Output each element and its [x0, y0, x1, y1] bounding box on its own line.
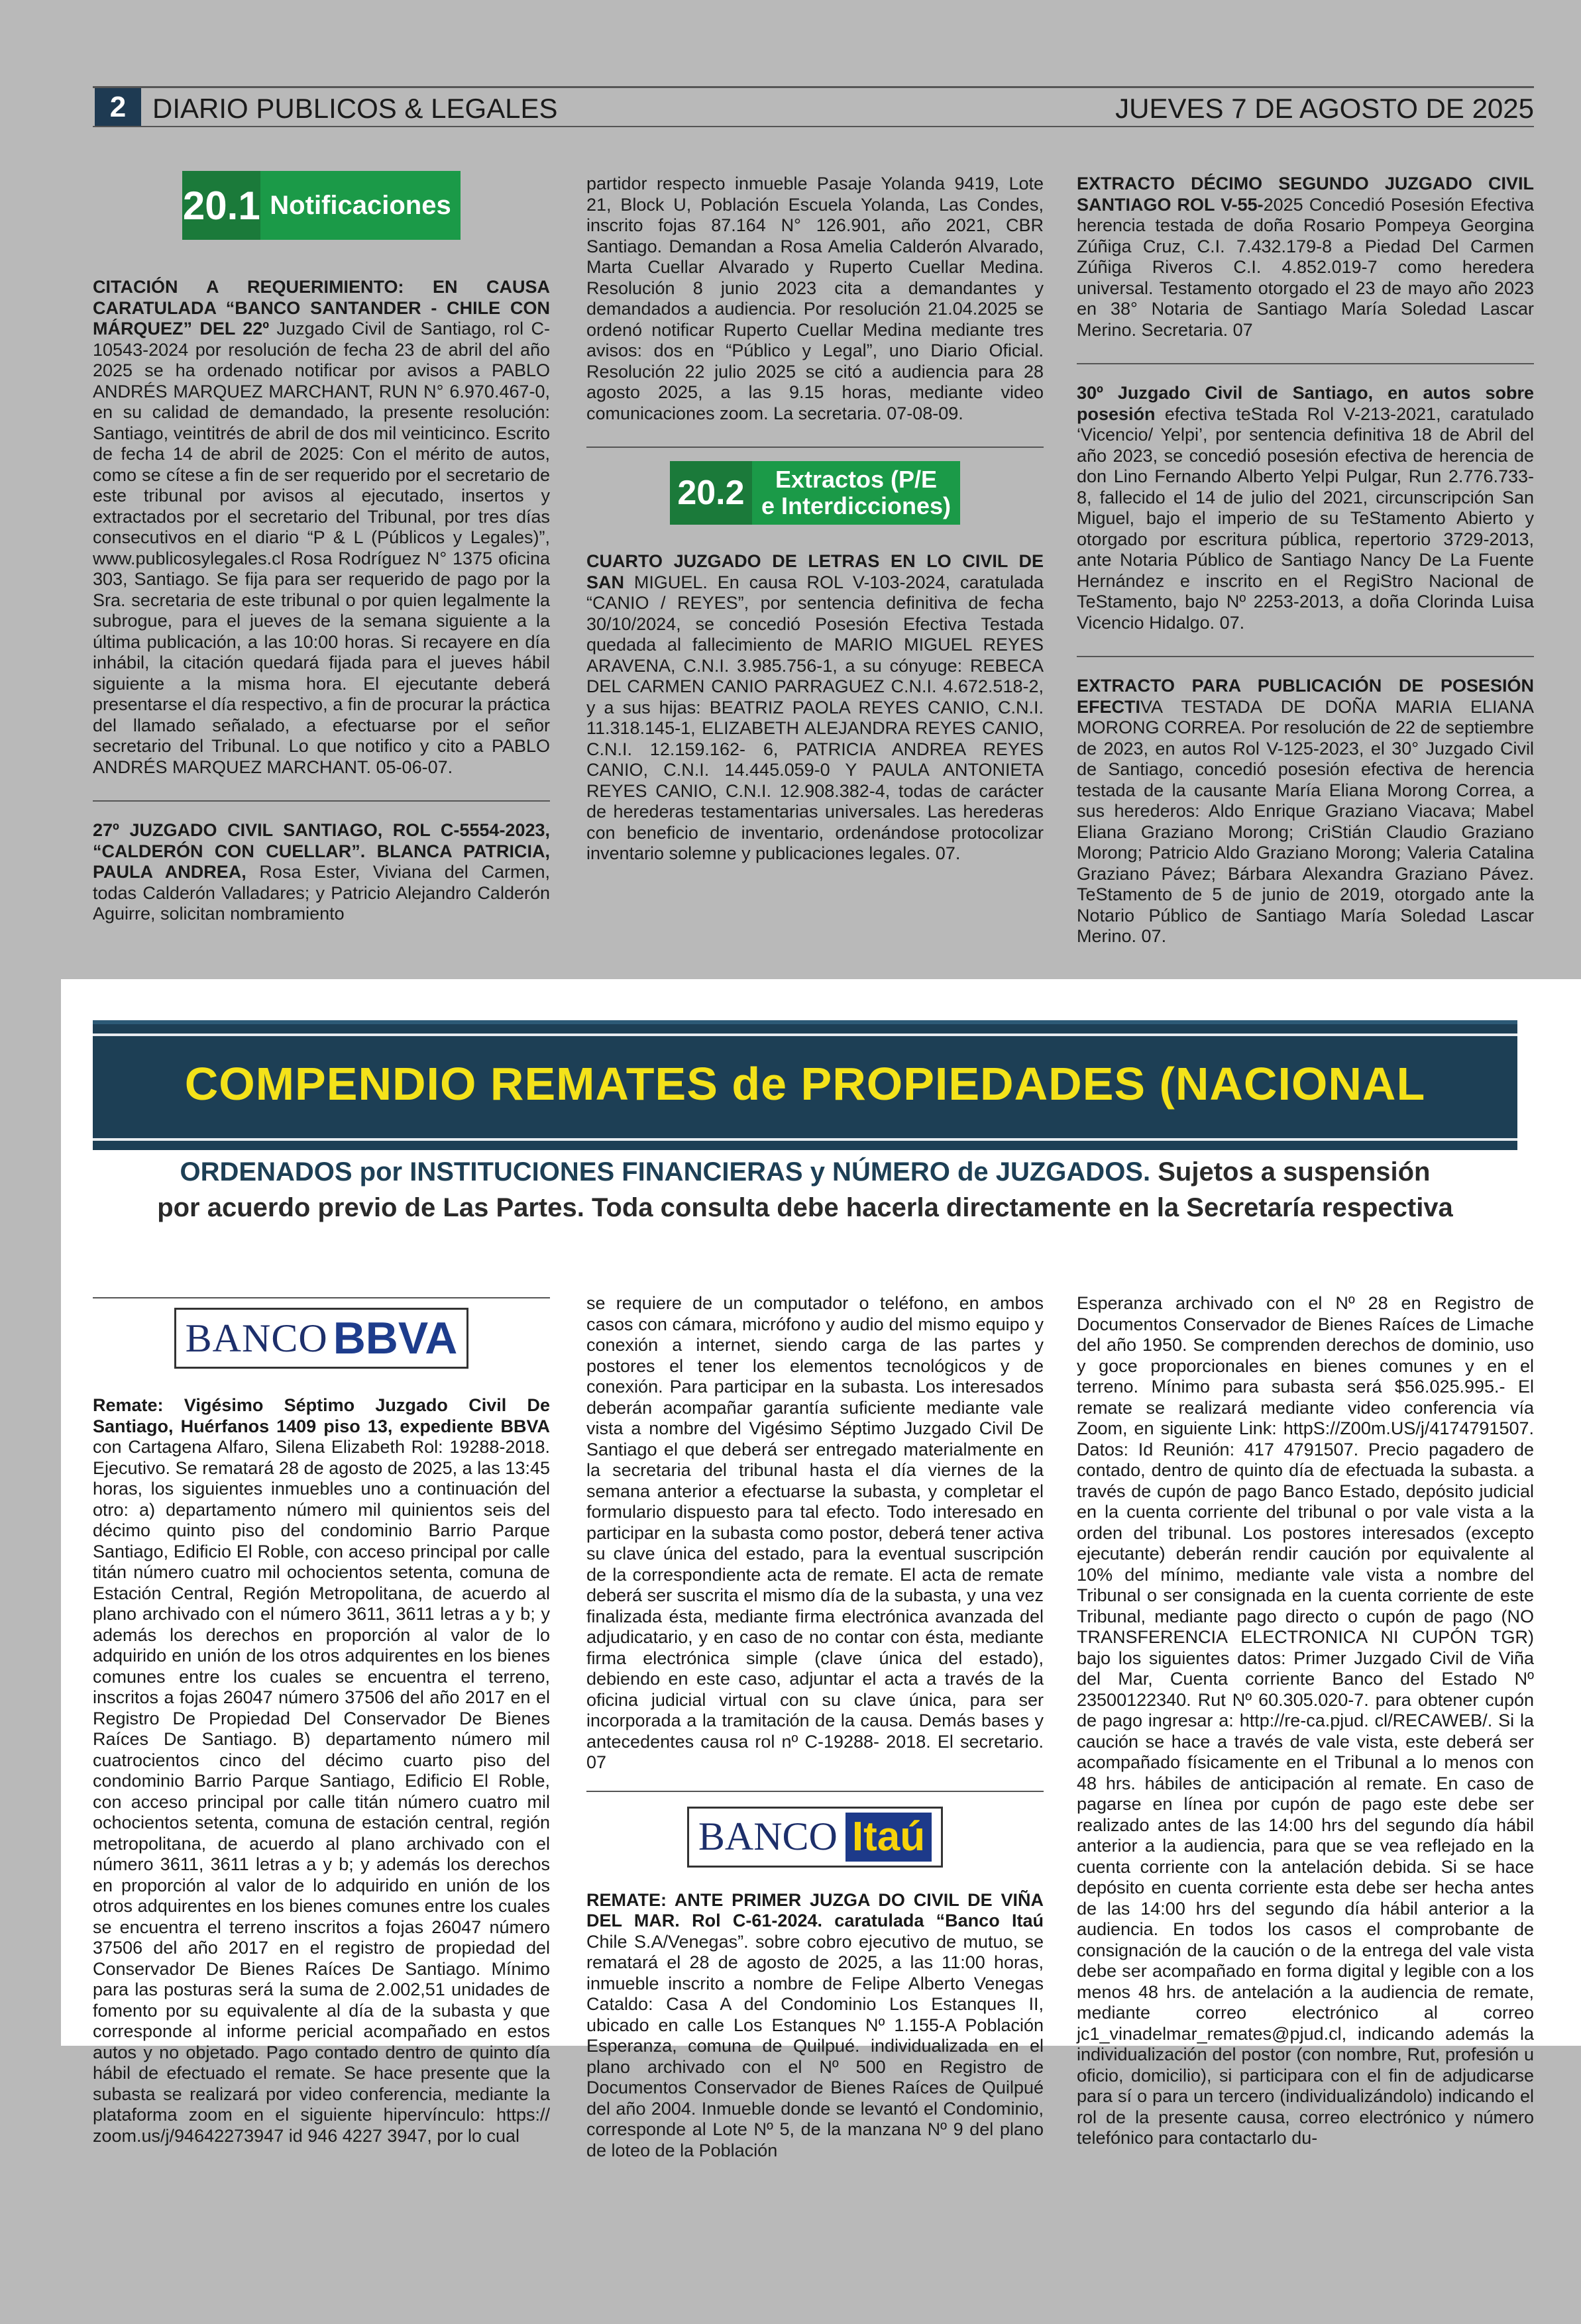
publication-name: DIARIO PUBLICOS & LEGALES — [152, 93, 558, 124]
remate-bbva-continued: se requiere de un computador o teléfono, en ambos casos con cámara, micrófono y audio del mismo equipo y conexión a internet, siendo carga de las partes y postores el tener los elementos tecnológicos y de conexión. Para participar en la subasta. Los interesados deberán acompañar garantía suficiente mediante vale vista a nombre del Vigésimo Séptimo Juzgado Civil De Santiago el que deberá ser entregado materialmente en la secretaria del tribunal hasta el día viernes de la semana anterior a efectuarse la subasta, y completar el formulario dispuesto para tal efecto. Todo interesado en participar en la subasta como postor, deberá tener activa su clave única del estado, para la eventual suscripción de la correspondiente acta de remate. El acta de remate deberá ser suscrita el mismo día de la subasta, y una vez finalizada ésta, mediante firma electrónica avanzada del adjudicatario, y en caso de no contar con ésta, mediante firma electrónica simple (clave única del estado), debiendo en este caso, adjuntar el acta a través de la oficina judicial virtual con su clave única, para ser incorporada a la tramitación de la causa. Demás bases y antecedentes causa rol nº C-19288- 2018. El secretario. 07 — [586, 1293, 1044, 1772]
remate-itau-continued: Esperanza archivado con el Nº 28 en Registro de Documentos Conservador de Bienes Raíces de Limache del año 1950. Se comprenden derechos de dominio, uso y goce proporcionales en bienes comunes y en el terreno. Mínimo para subasta será $56.025.995.- El remate se realizará mediante video conferencia vía Zoom, en siguiente Link: httpS://Z00m.US/j/4174791507. Datos: Id Reunión: 417 4791507. Precio pagadero de contado, dentro de quinto día de efectuada la subasta. a través de cupón de pago Banco Estado, depósito judicial en la cuenta corriente del tribunal o por vale vista a la orden del tribunal. Los postores interesados (excepto ejecutante) deberán rendir caución por equivalente al 10% del mínimo, mediante vale vista a nombre del Tribunal o ser consignada en la cuenta corriente de este Tribunal, mediante pago directo o cupón de pago (NO TRANSFERENCIA ELECTRONICA NI CUPÓN TGR) bajo los siguientes datos: Primer Juzgado Civil de Viña del Mar, Cuenta corriente Banco del Estado Nº 23500122340. Rut Nº 60.305.020-7. para obtener cupón de pago ingresar a: http://re-ca.pjud. cl/RECAWEB/. Si la caución se hace a través de vale vista, este deberá ser acompañado físicamente en el Tribunal a lo menos con 48 hrs. hábiles de anticipación al remate. En caso de pagarse en línea por cupón de pago este debe ser realizado antes de las 14:00 hrs del segundo día hábil anterior a la audiencia, para que se vea reflejado en la cuenta corriente con la antelación debida. Si se hace depósito en cuenta corriente esta debe ser hecha antes de las 14:00 hrs del segundo día hábil anterior a la audiencia. En todos los casos el comprobante de consignación de la caución o de la entrega del vale vista debe ser acompañado en forma digital y legible con a los menos 48 hrs. de antelación a la audiencia de remate, mediante correo electrónico al correo jc1_vinadelmar_remates@pjud.cl, indicando además la individualización del postor (con nombre, Rut, profesión u oficio, domicilio), si participara con el fin de adjudicarse para sí o para un tercero (individualizándolo) indicando el rol de la presente causa, correo electrónico y número telefónico para contactarlo du- — [1077, 1293, 1534, 2148]
section-header-notificaciones — [93, 171, 550, 240]
lower-column-2 — [586, 1293, 1044, 2184]
divider — [586, 447, 1044, 448]
divider — [1077, 656, 1534, 657]
notice-yelpi: 30º Juzgado Civil de Santiago, en autos sobre posesión efectiva teStada Rol V-213-2021, caratulado ‘Vicencio/ Yelpi’, por sentencia definitiva 18 de Abril del año 2023, se concedió posesión efectiva de herencia de don Lino Fernando Alberto Yelpi Pulgar, Run 2.776.733-8, fallecido el 14 de julio del 2021, circunscripción San Miguel, bajo el imperio de su TeStamento Abierto y otorgado por escritura pública, repertorio 3729-2013, ante Notaria Público de Santiago Nancy De La Fuente Hernández e inscrito en el RegiStro Nacional de TeStamento, bajo Nº 2253-2013, a doña Clorinda Luisa Vicencio Hidalgo. 07. — [1077, 383, 1534, 633]
divider — [93, 1297, 550, 1298]
remate-bbva: Remate: Vigésimo Séptimo Juzgado Civil De Santiago, Huérfanos 1409 piso 13, expediente BBVA con Cartagena Alfaro, Silena Elizabeth Rol: 19288-2018. Ejecutivo. Se rematará 28 de agosto de 2025, a las 13:45 horas, los siguientes inmuebles uno a continuación del otro: a) departamento número mil quinientos seis del décimo quinto piso del condominio Barrio Parque Santiago, Edificio El Roble, con acceso principal por calle titán número cuatro mil ochocientos setenta, comuna de Estación Central, Región Metropolitana, de acuerdo al plano archivado con el número 3611, 3611 letras a y b; y además los derechos en proporción al valor de lo adquirido en unión de los otros adquirentes en los bienes comunes entre los cuales se encuentra el terreno, inscritos a fojas 26047 número 37506 del año 2017 en el Registro De Propiedad Del Conservador De Bienes Raíces De Santiago. B) departamento número mil cuatrocientos cinco del décimo cuarto piso del condominio Barrio Parque Santiago, Edificio El Roble, con acceso principal por calle titán número cuatro mil ochocientos setenta, comuna de estación central, región metropolitana, de acuerdo al plano archivado con el número 3611, 3611 letras a y b; y además los derechos en proporción al valor de lo adquirido en unión de los otros adquirentes en los bienes comunes entre los cuales se encuentra el terreno inscritos a fojas 26047 número 37506 del año 2017 en el registro de propiedad del Conservador De Bienes Raíces De Santiago. Mínimo para las posturas será la suma de 2.002,51 unidades de fomento por su equivalente al día de la subasta y que corresponde al informe pericial acompañado en estos autos y no objetado. Pago contado dentro de quinto día hábil de efectuado el remate. Se hace presente que la subasta se realizará por video conferencia, mediante la plataforma zoom en el siguiente hipervínculo: https:// zoom.us/j/94642273947 id 946 4227 3947, por lo cual — [93, 1395, 550, 2146]
header-bottom-rule — [93, 126, 1534, 127]
section-header-extractos — [586, 461, 1044, 525]
upper-column-3 — [1077, 174, 1534, 970]
notice-morong: EXTRACTO PARA PUBLICACIÓN DE POSESIÓN EFECTIVA TESTADA DE DOÑA MARIA ELIANA MORONG CORREA. Por resolución de 22 de septiembre de 2023, en autos Rol V-125-2023, el 30° Juzgado Civil de Santiago, concedió posesión efectiva de herencia testada de la causante María Eliana Morong Correa, a sus herederos: Aldo Enrique Graziano Viacava; Mabel Eliana Graziano Morong; CriStián Claudio Graziano Morong; Patricio Aldo Graziano Morong; Valeria Catalina Graziano Pávez; Bárbara Alexandra Graziano Pávez. TeStamento de 5 de junio de 2019, otorgado ante la Notario Público de Santiago María Soledad Lascar Merino. 07. — [1077, 676, 1534, 946]
banner-title: COMPENDIO REMATES de PROPIEDADES (NACIONAL — [184, 1058, 1426, 1110]
issue-date: JUEVES 7 DE AGOSTO DE 2025 — [1115, 93, 1534, 124]
remates-banner — [93, 1020, 1517, 1150]
bbva-logo: BANCO BBVA — [93, 1308, 550, 1369]
upper-column-2 — [586, 174, 1044, 887]
divider — [93, 800, 550, 802]
notice-canio-reyes: CUARTO JUZGADO DE LETRAS EN LO CIVIL DE SAN MIGUEL. En causa ROL V-103-2024, caratulada “CANIO / REYES”, por sentencia definitiva de fecha 30/10/2024, se concedió Posesión Efectiva Testada quedada al fallecimiento de MARIO MIGUEL REYES ARAVENA, C.N.I. 3.985.756-1, a su cónyuge: REBECA DEL CARMEN CANIO PARRAGUEZ C.N.I. 4.672.518-2, y a sus hijas: BEATRIZ PAOLA REYES CANIO, C.N.I. 11.318.145-1, ELIZABETH ALEJANDRA REYES CANIO, C.N.I. 12.159.162- 6, PATRICIA ANDREA REYES CANIO, C.N.I. 14.445.059-0 Y PAULA ANTONIETA REYES CANIO, C.N.I. 12.908.382-4, todas de carácter de herederas testamentarias universales. Las herederas con beneficio de inventario, ordenándose protocolizar inventario solemne y publicaciones legales. 07. — [586, 551, 1044, 863]
notice-calderon-continued: partidor respecto inmueble Pasaje Yolanda 9419, Lote 21, Block U, Población Escuela Yolanda, Las Condes, inscrito fojas 87.164 N° 126.901, año 2021, CBR Santiago. Demandan a Rosa Amelia Calderón Alvarado, Marta Cuellar Alvarado y Ruperto Cuellar Medina. Resolución 8 junio 2023 cita a demandantes y demandados a audiencia. Por resolución 21.04.2025 se ordenó notificar Ruperto Cuellar Medina mediante tres avisos: dos en “Público y Legal”, uno Diario Oficial. Resolución 22 julio 2025 se citó a audiencia para 28 agosto 2025, a las 9.15 horas, mediante video comunicaciones zoom. La secretaria. 07-08-09. — [586, 174, 1044, 423]
banner-subtitle: ORDENADOS por INSTITUCIONES FINANCIERAS y NÚMERO de JUZGADOS. Sujetos a suspensión por acuerdo previo de Las Partes. Toda consulta debe hacerla directamente en la Secretaría respectiva — [157, 1157, 1453, 1222]
header-top-rule — [93, 86, 1534, 88]
section-label: Extractos (P/E e Interdicciones) — [752, 461, 960, 525]
lower-column-3 — [1077, 1293, 1534, 2172]
remate-itau: REMATE: ANTE PRIMER JUZGA DO CIVIL DE VIÑA DEL MAR. Rol C-61-2024. caratulada “Banco Itaú Chile S.A/Venegas”. sobre cobro ejecutivo de mutuo, se rematará el 28 de agosto de 2025, a las 11:00 horas, inmueble inscrito a nombre de Felipe Alberto Venegas Cataldo: Casa A del Condominio Los Estanques II, ubicado en calle Los Estanques Nº 1.155-A Población Esperanza, comuna de Quilpué. individualizada en el plano archivado con el Nº 500 en Registro de Documentos Conservador de Bienes Raíces de Quilpué del año 2004. Inmueble donde se levantó el Condominio, corresponde al Lote Nº 5, de la manzana Nº 9 del plano de loteo de la Población — [586, 1889, 1044, 2160]
section-label: Notificaciones — [260, 171, 460, 240]
upper-column-1 — [93, 171, 550, 947]
divider — [1077, 363, 1534, 364]
itau-logo: BANCO Itaú — [586, 1807, 1044, 1868]
notice-zuniga: EXTRACTO DÉCIMO SEGUNDO JUZGADO CIVIL SANTIAGO ROL V-55-2025 Concedió Posesión Efectiva herencia testada de doña Rosario Pompeya Georgina Zúñiga Cruz, C.I. 7.432.179-8 a Piedad Del Carmen Zúñiga Riveros C.I. 4.852.019-7 como heredera universal. Testamento otorgado el 23 de mayo año 2023 en 38° Notaria de Santiago María Soledad Lascar Merino. Secretaria. 07 — [1077, 174, 1534, 340]
divider — [586, 1791, 1044, 1792]
lower-column-1 — [93, 1297, 550, 2169]
page-number: 2 — [95, 88, 141, 127]
section-number: 20.2 — [670, 461, 752, 525]
section-number: 20.1 — [182, 171, 260, 240]
notice-calderon: 27º JUZGADO CIVIL SANTIAGO, ROL C-5554-2023, “CALDERÓN CON CUELLAR”. BLANCA PATRICIA, PAULA ANDREA, Rosa Ester, Viviana del Carmen, todas Calderón Valladares; y Patricio Alejandro Calderón Aguirre, solicitan nombramiento — [93, 820, 550, 924]
notice-citacion: CITACIÓN A REQUERIMIENTO: EN CAUSA CARATULADA “BANCO SANTANDER - CHILE CON MÁRQUEZ” DEL 22º Juzgado Civil de Santiago, rol C-10543-2024 por resolución de fecha 23 de abril del año 2025 se ha ordenado notificar por avisos a PABLO ANDRÉS MARQUEZ MARCHANT, RUN N° 6.970.467-0, en su calidad de demandado, la presente resolución: Santiago, veintitrés de abril de dos mil veinticinco. Escrito de fecha 14 de abril de 2025: Con el mérito de autos, como se cítese a fin de ser requerido por el secretario de este tribunal por avisos al ejecutado, insertos y extractados por el secretario del Tribunal, por tres días consecutivos en el diario “P & L (Públicos y Legales)”, www.publicosylegales.cl Rosa Rodríguez N° 1375 oficina 303, Santiago. Se fija para ser requerido de pago por la Sra. secretaria de este tribunal o por quien legalmente la subrogue, para el jueves de la semana siguiente a la última publicación, a las 10:00 horas. Si recayere en día inhábil, la citación quedará fijada para el jueves hábil siguiente a la misma hora. El ejecutante deberá presentarse el día respectivo, a fin de procurar la práctica del llamado señalado, a efectuarse por el señor secretario del Tribunal. Lo que notifico y cito a PABLO ANDRÉS MARQUEZ MARCHANT. 05-06-07. — [93, 277, 550, 777]
